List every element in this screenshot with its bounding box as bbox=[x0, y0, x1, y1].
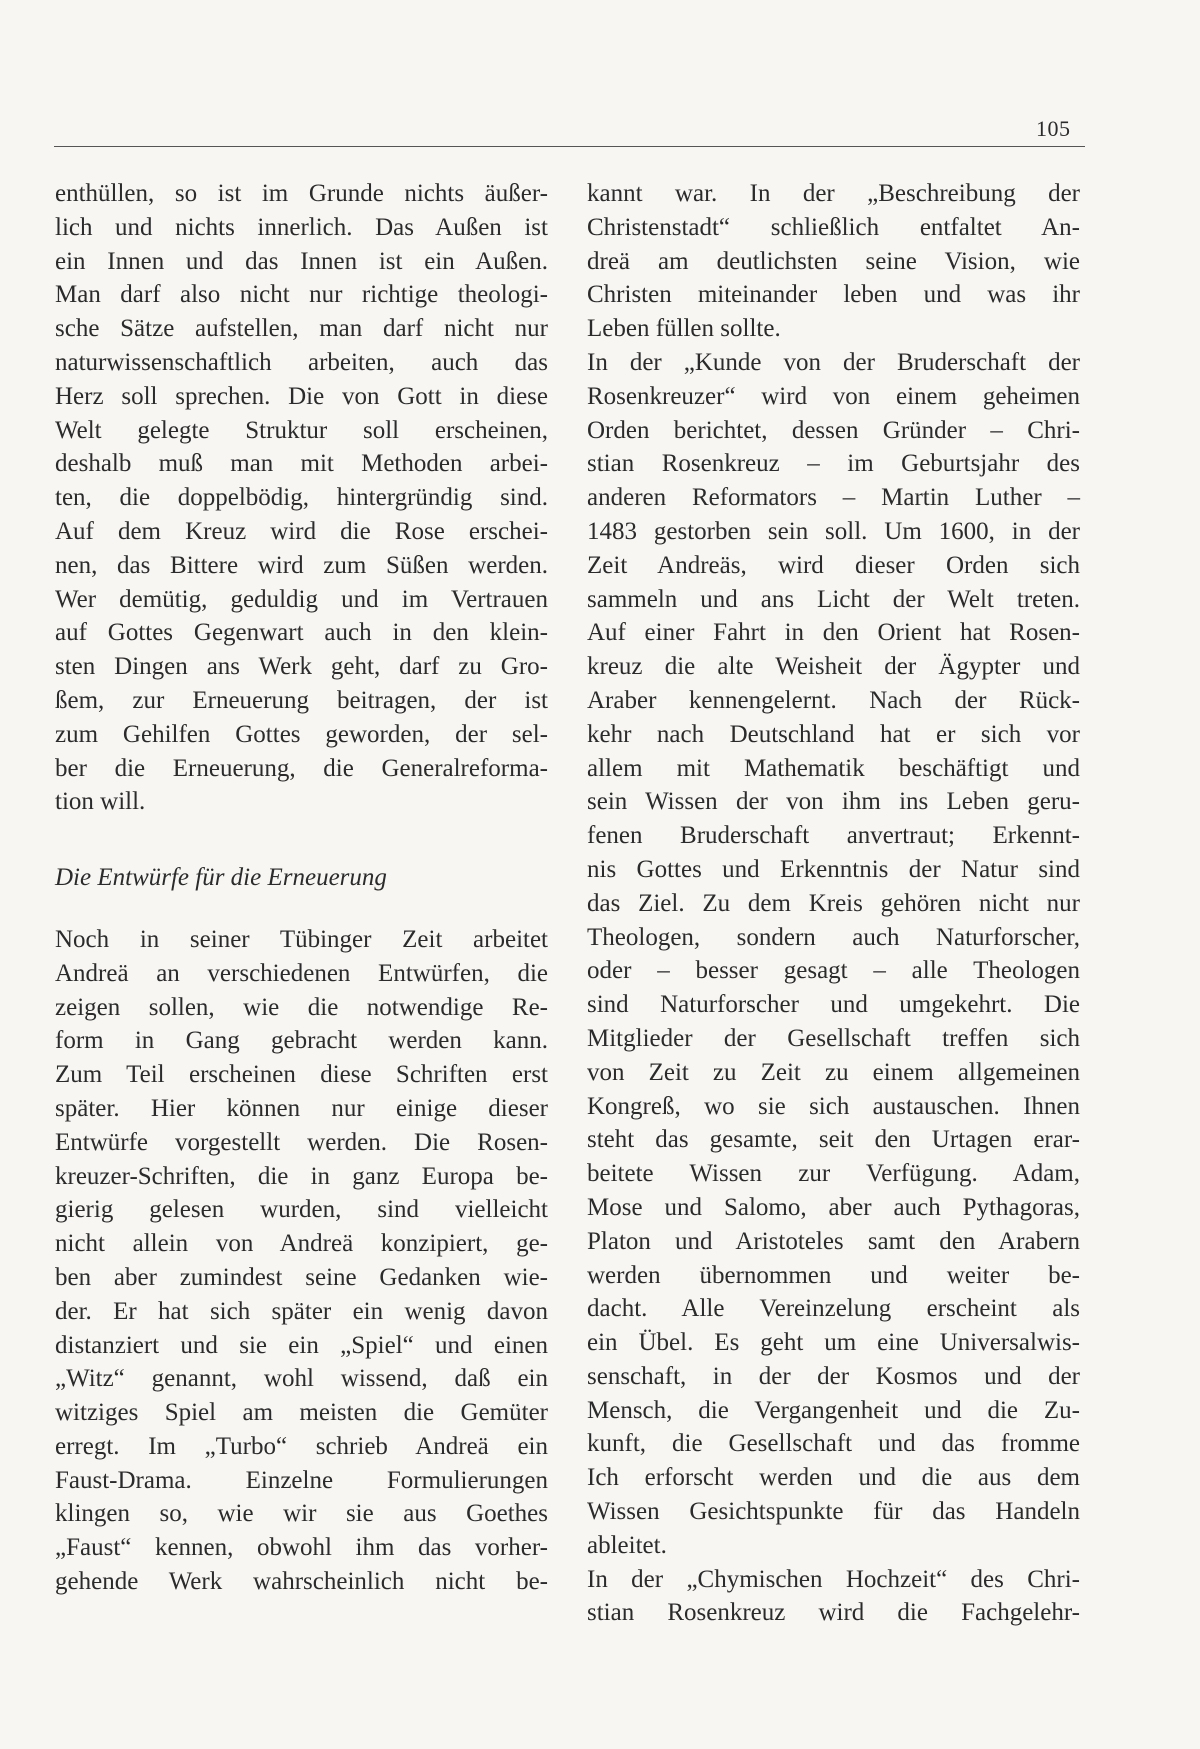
header-rule bbox=[54, 146, 1085, 147]
text-line: ber die Erneuerung, die Generalreforma- bbox=[55, 754, 548, 782]
text-line: sche Sätze aufstellen, man darf nicht nur bbox=[55, 315, 548, 343]
text-line: allem mit Mathematik beschäftigt und bbox=[587, 754, 1080, 782]
text-line: kehr nach Deutschland hat er sich vor bbox=[587, 720, 1080, 748]
text-line: Zum Teil erscheinen diese Schriften erst bbox=[55, 1061, 548, 1089]
text-line: sten Dingen ans Werk geht, darf zu Gro- bbox=[55, 653, 548, 681]
text-line: oder – besser gesagt – alle Theologen bbox=[587, 957, 1080, 985]
text-line: Rosenkreuzer“ wird von einem geheimen bbox=[587, 382, 1080, 410]
text-line: Leben füllen sollte. bbox=[587, 315, 781, 343]
paragraph-2 bbox=[55, 923, 548, 1599]
text-line: Platon und Aristoteles samt den Arabern bbox=[587, 1227, 1080, 1255]
text-line: ßem, zur Erneuerung beitragen, der ist bbox=[55, 686, 548, 714]
text-line: sind Naturforscher und umgekehrt. Die bbox=[587, 991, 1080, 1019]
text-line: Wissen Gesichtspunkte für das Handeln bbox=[587, 1498, 1080, 1526]
text-line: kunft, die Gesellschaft und das fromme bbox=[587, 1430, 1080, 1458]
text-line: Orden berichtet, dessen Gründer – Chri- bbox=[587, 416, 1080, 444]
text-line: Auf dem Kreuz wird die Rose erschei- bbox=[55, 517, 548, 545]
text-line: Christen miteinander leben und was ihr bbox=[587, 281, 1080, 309]
text-line: anderen Reformators – Martin Luther – bbox=[587, 484, 1080, 512]
text-line: nen, das Bittere wird zum Süßen werden. bbox=[55, 551, 548, 579]
text-line: kannt war. In der „Beschreibung der bbox=[587, 180, 1080, 207]
paragraph-1 bbox=[55, 177, 548, 819]
text-line: gehende Werk wahrscheinlich nicht be- bbox=[55, 1568, 548, 1596]
text-line: gierig gelesen wurden, sind vielleicht bbox=[55, 1196, 548, 1224]
text-line: Mose und Salomo, aber auch Pythagoras, bbox=[587, 1193, 1080, 1221]
right-column bbox=[587, 177, 1080, 1630]
paragraph-2 bbox=[587, 346, 1080, 1563]
text-line: Theologen, sondern auch Naturforscher, bbox=[587, 923, 1080, 951]
text-line: nis Gottes und Erkenntnis der Natur sind bbox=[587, 855, 1080, 883]
text-line: kreuzer-Schriften, die in ganz Europa be- bbox=[55, 1162, 548, 1190]
text-line: ein Übel. Es geht um eine Universalwis- bbox=[587, 1329, 1080, 1357]
text-line: beitete Wissen zur Verfügung. Adam, bbox=[587, 1160, 1080, 1188]
text-line: In der „Kunde von der Bruderschaft der bbox=[587, 348, 1080, 376]
text-line: von Zeit zu Zeit zu einem allgemeinen bbox=[587, 1058, 1080, 1086]
text-line: ten, die doppelbödig, hintergründig sind. bbox=[55, 484, 548, 512]
text-line: Ich erforscht werden und die aus dem bbox=[587, 1464, 1080, 1492]
text-line: erregt. Im „Turbo“ schrieb Andreä ein bbox=[55, 1432, 548, 1460]
text-line: 1483 gestorben sein soll. Um 1600, in der bbox=[587, 517, 1080, 545]
text-line: Auf einer Fahrt in den Orient hat Rosen- bbox=[587, 619, 1080, 647]
text-line: dacht. Alle Vereinzelung erscheint als bbox=[587, 1295, 1080, 1323]
text-line: der. Er hat sich später ein wenig davon bbox=[55, 1297, 548, 1325]
text-line: sein Wissen der von ihm ins Leben geru- bbox=[587, 788, 1080, 816]
text-line: lich und nichts innerlich. Das Außen ist bbox=[55, 213, 548, 241]
text-line: senschaft, in der der Kosmos und der bbox=[587, 1362, 1080, 1390]
text-line: Mitglieder der Gesellschaft treffen sich bbox=[587, 1024, 1080, 1052]
text-line: ein Innen und das Innen ist ein Außen. bbox=[55, 247, 548, 275]
text-line: witziges Spiel am meisten die Gemüter bbox=[55, 1399, 548, 1427]
text-line: steht das gesamte, seit den Urtagen erar- bbox=[587, 1126, 1080, 1154]
text-line: enthüllen, so ist im Grunde nichts äußer- bbox=[55, 180, 548, 207]
text-line: Herz soll sprechen. Die von Gott in diese bbox=[55, 382, 548, 410]
text-line: ben aber zumindest seine Gedanken wie- bbox=[55, 1263, 548, 1291]
text-line: kreuz die alte Weisheit der Ägypter und bbox=[587, 653, 1080, 681]
text-line: form in Gang gebracht werden kann. bbox=[55, 1027, 548, 1055]
text-line: dreä am deutlichsten seine Vision, wie bbox=[587, 247, 1080, 275]
text-line: fenen Bruderschaft anvertraut; Erkennt- bbox=[587, 822, 1080, 850]
text-line: Mensch, die Vergangenheit und die Zu- bbox=[587, 1396, 1080, 1424]
text-line: Christenstadt“ schließlich entfaltet An- bbox=[587, 213, 1080, 241]
text-line: Man darf also nicht nur richtige theologi- bbox=[55, 281, 548, 309]
text-line: Zeit Andreäs, wird dieser Orden sich bbox=[587, 551, 1080, 579]
text-line: Noch in seiner Tübinger Zeit arbeitet bbox=[55, 925, 548, 953]
text-line: zeigen sollen, wie die notwendige Re- bbox=[55, 993, 548, 1021]
text-line: klingen so, wie wir sie aus Goethes bbox=[55, 1500, 548, 1528]
text-line: später. Hier können nur einige dieser bbox=[55, 1094, 548, 1122]
text-line: naturwissenschaftlich arbeiten, auch das bbox=[55, 348, 548, 376]
paragraph-1 bbox=[587, 177, 1080, 346]
text-line: Araber kennengelernt. Nach der Rück- bbox=[587, 686, 1080, 714]
text-line: distanziert und sie ein „Spiel“ und einen bbox=[55, 1331, 548, 1359]
text-line: Faust-Drama. Einzelne Formulierungen bbox=[55, 1466, 548, 1494]
text-line: tion will. bbox=[55, 788, 146, 816]
text-line: stian Rosenkreuz wird die Fachgelehr- bbox=[587, 1599, 1080, 1627]
text-line: sammeln und ans Licht der Welt treten. bbox=[587, 585, 1080, 613]
text-line: „Witz“ genannt, wohl wissend, daß ein bbox=[55, 1365, 548, 1393]
text-line: Andreä an verschiedenen Entwürfen, die bbox=[55, 959, 548, 987]
text-line: das Ziel. Zu dem Kreis gehören nicht nur bbox=[587, 889, 1080, 917]
page-number: 105 bbox=[1036, 116, 1071, 141]
paragraph-3 bbox=[587, 1563, 1080, 1631]
text-line: In der „Chymischen Hochzeit“ des Chri- bbox=[587, 1565, 1080, 1593]
text-line: Wer demütig, geduldig und im Vertrauen bbox=[55, 585, 548, 613]
text-line: Welt gelegte Struktur soll erscheinen, bbox=[55, 416, 548, 444]
text-line: ableitet. bbox=[587, 1531, 667, 1559]
text-line: nicht allein von Andreä konzipiert, ge- bbox=[55, 1230, 548, 1258]
text-line: auf Gottes Gegenwart auch in den klein- bbox=[55, 619, 548, 647]
section-heading: Die Entwürfe für die Erneuerung bbox=[55, 864, 387, 892]
text-line: Entwürfe vorgestellt werden. Die Rosen- bbox=[55, 1128, 548, 1156]
text-line: zum Gehilfen Gottes geworden, der sel- bbox=[55, 720, 548, 748]
text-line: werden übernommen und weiter be- bbox=[587, 1261, 1080, 1289]
text-line: „Faust“ kennen, obwohl ihm das vorher- bbox=[55, 1534, 548, 1562]
text-line: Kongreß, wo sie sich austauschen. Ihnen bbox=[587, 1092, 1080, 1120]
text-line: deshalb muß man mit Methoden arbei- bbox=[55, 450, 548, 478]
left-column bbox=[55, 177, 548, 1599]
text-line: stian Rosenkreuz – im Geburtsjahr des bbox=[587, 450, 1080, 478]
